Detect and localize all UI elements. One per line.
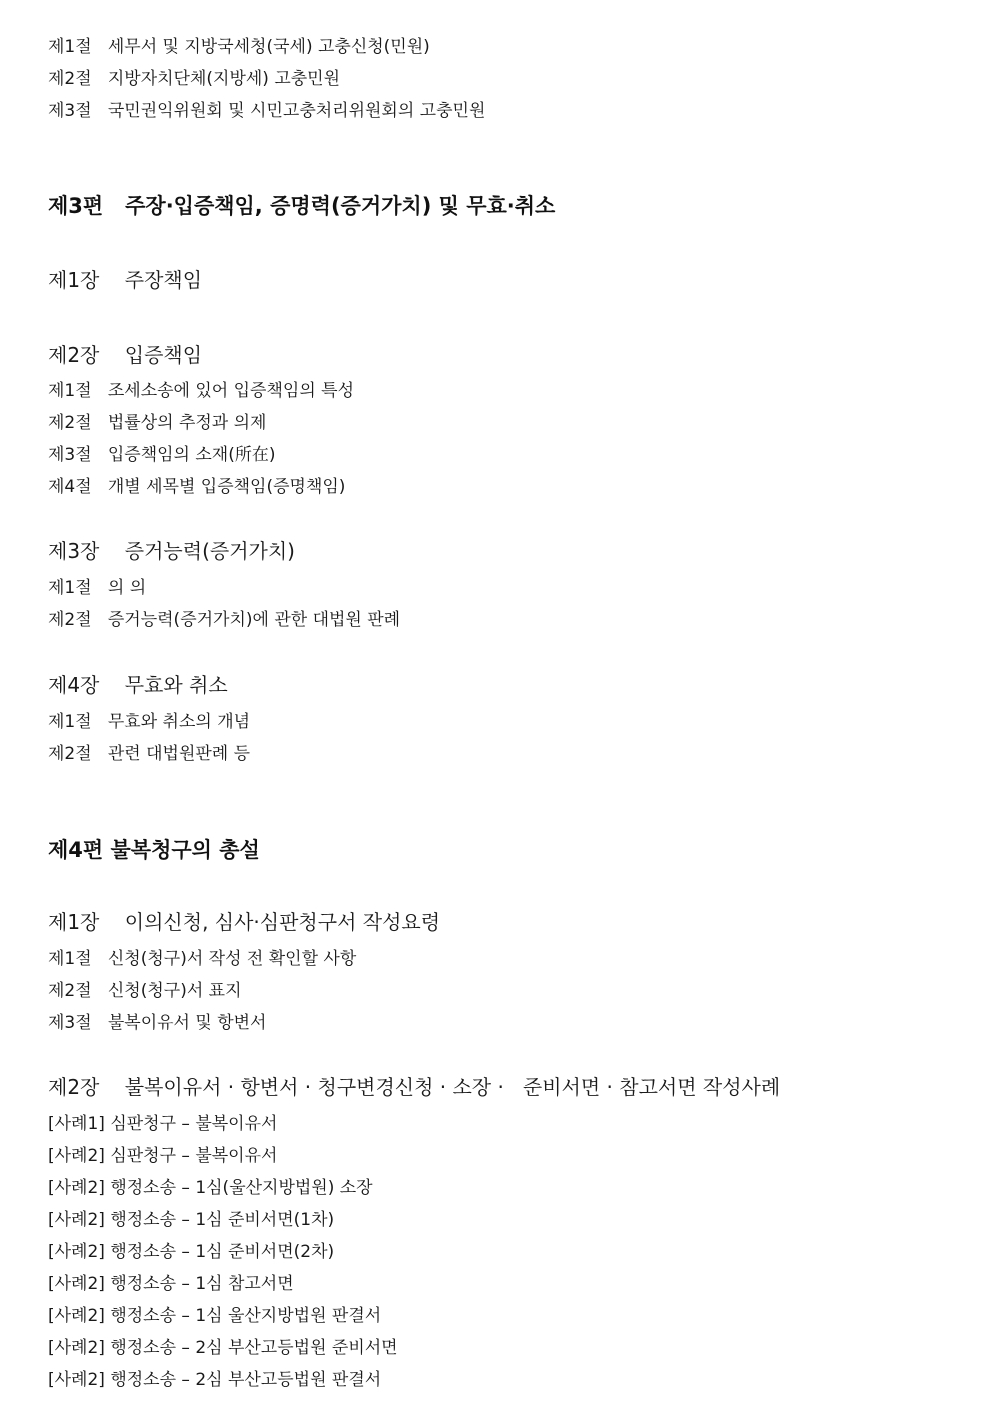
toc-chapter-heading: 제2장 불복이유서 · 항변서 · 청구변경신청 · 소장 · 준비서면 · 참고서면 작성사례	[48, 1075, 781, 1099]
toc-case-line: [사례1] 심판청구 – 불복이유서	[48, 1114, 278, 1134]
toc-chapter-heading: 제4장 무효와 취소	[48, 673, 228, 697]
toc-section-line: 제2절 지방자치단체(지방세) 고충민원	[48, 69, 341, 89]
toc-case-line: [사례2] 행정소송 – 1심(울산지방법원) 소장	[48, 1178, 373, 1198]
toc-part-heading: 제4편 불복청구의 총설	[48, 838, 260, 862]
toc-case-line: [사례2] 심판청구 – 불복이유서	[48, 1146, 278, 1166]
toc-section-line: 제1절 신청(청구)서 작성 전 확인할 사항	[48, 949, 357, 969]
toc-section-line: 제2절 신청(청구)서 표지	[48, 981, 242, 1001]
toc-case-line: [사례2] 행정소송 – 1심 참고서면	[48, 1274, 294, 1294]
toc-section-line: 제1절 무효와 취소의 개념	[48, 712, 251, 732]
toc-case-line: [사례2] 행정소송 – 2심 부산고등법원 판결서	[48, 1370, 382, 1390]
toc-chapter-heading: 제1장 이의신청, 심사·심판청구서 작성요령	[48, 910, 441, 934]
toc-part-heading: 제3편 주장·입증책임, 증명력(증거가치) 및 무효·취소	[48, 194, 556, 218]
toc-section-line: 제1절 조세소송에 있어 입증책임의 특성	[48, 381, 354, 401]
toc-section-line: 제1절 세무서 및 지방국세청(국세) 고충신청(민원)	[48, 37, 430, 57]
toc-section-line: 제2절 증거능력(증거가치)에 관한 대법원 판례	[48, 610, 401, 630]
toc-section-line: 제3절 불복이유서 및 항변서	[48, 1013, 267, 1033]
toc-section-line: 제2절 관련 대법원판례 등	[48, 744, 251, 764]
toc-chapter-heading: 제2장 입증책임	[48, 343, 203, 367]
toc-case-line: [사례2] 행정소송 – 1심 준비서면(1차)	[48, 1210, 335, 1230]
toc-chapter-heading: 제1장 주장책임	[48, 268, 203, 292]
toc-case-line: [사례2] 행정소송 – 1심 준비서면(2차)	[48, 1242, 335, 1262]
toc-section-line: 제1절 의 의	[48, 578, 147, 598]
toc-section-line: 제2절 법률상의 추정과 의제	[48, 413, 267, 433]
toc-section-line: 제3절 입증책임의 소재(所在)	[48, 445, 276, 465]
toc-chapter-heading: 제3장 증거능력(증거가치)	[48, 539, 295, 563]
toc-case-line: [사례2] 행정소송 – 2심 부산고등법원 준비서면	[48, 1338, 398, 1358]
toc-section-line: 제3절 국민권익위원회 및 시민고충처리위원회의 고충민원	[48, 101, 486, 121]
toc-case-line: [사례2] 행정소송 – 1심 울산지방법원 판결서	[48, 1306, 382, 1326]
toc-section-line: 제4절 개별 세목별 입증책임(증명책임)	[48, 477, 346, 497]
